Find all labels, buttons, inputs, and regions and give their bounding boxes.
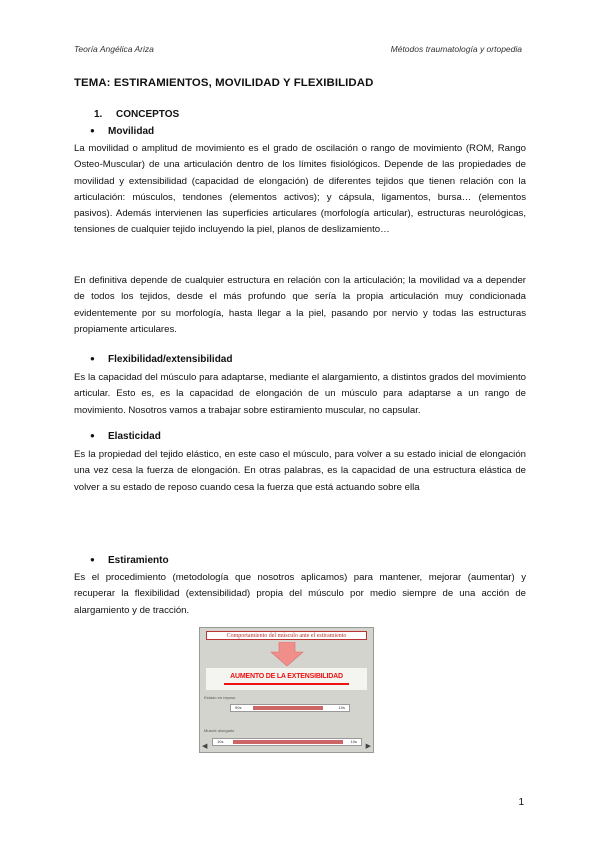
paragraph-estiramiento: Es el procedimiento (metodología que nosotros aplicamos) para mantener, mejorar (aumentar) y recuperar la flexibilidad (extensibilidad) propia del músculo por medio siempre de una acción de alargamiento y de tracción. <box>74 572 526 616</box>
figure-row2-bar <box>212 738 362 746</box>
header-right: Métodos traumatología y ortopedia <box>390 44 522 54</box>
paragraph-movilidad-1: La movilidad o amplitud de movimiento es el grado de oscilación o rango de movimiento (ROM, Rango Osteo-Muscular) de una articulación dentro de los límites fisiológicos. Depende de las propiedades de movilidad y extensibilidad (capacidad de elongación) de diferentes tejidos que tienen relación con la articulación: músculos, tendones (elementos activos); y cápsula, ligamentos, bursa… (elementos pasivos). Además intervienen las superficies articulares (morfología articular), estructuras neurológicas, tensiones de cualquier tejido incluyendo la piel, planos de deslizamiento… <box>74 143 526 236</box>
bullet-dot-icon: ● <box>90 431 95 440</box>
bullet-elasticidad <box>90 431 161 442</box>
bullet-label: Movilidad <box>108 126 155 137</box>
section-number: 1. <box>94 109 103 120</box>
bullet-estiramiento <box>90 555 169 566</box>
paragraph-elasticidad: Es la propiedad del tejido elástico, en este caso el músculo, para volver a su estado inicial de elongación una vez cesa la fuerza de elongación. En otras palabras, es la capacidad de una estructura elástica de volver a su estado de reposo cuando cesa la fuerza que está actuando sobre ella <box>74 449 526 493</box>
bullet-flexibilidad <box>90 354 232 365</box>
stretch-figure <box>199 627 374 753</box>
next-arrow-icon: ▶ <box>365 743 371 750</box>
section-label: CONCEPTOS <box>116 109 180 120</box>
row1-left-value: 90s <box>235 705 242 710</box>
figure-banner <box>206 668 367 690</box>
row2-left-value: 10s <box>217 739 224 744</box>
figure-caption: Comportamiento del músculo ante el estiramiento <box>206 631 367 640</box>
prev-arrow-icon: ◀ <box>202 743 208 750</box>
down-arrow-icon <box>269 642 305 666</box>
figure-row2-label: Muscle alongado <box>204 728 235 733</box>
bullet-label: Flexibilidad/extensibilidad <box>108 354 233 365</box>
document-title: TEMA: ESTIRAMIENTOS, MOVILIDAD Y FLEXIBILIDAD <box>74 77 374 89</box>
row2-right-value: 10s <box>350 739 357 744</box>
header-left: Teoría Angélica Ariza <box>74 44 154 54</box>
bullet-dot-icon: ● <box>90 555 95 564</box>
bullet-label: Elasticidad <box>108 431 161 442</box>
paragraph-movilidad-2: En definitiva depende de cualquier estructura en relación con la articulación; la movilidad va a depender de todos los tejidos, desde el más profundo que sería la propia articulación muy condicionada evidentemente por su morfología, hasta llegar a la piel, pasando por nervio y todas las estructuras propiamente articulares. <box>74 275 526 335</box>
bullet-movilidad <box>90 126 154 137</box>
paragraph-flexibilidad: Es la capacidad del músculo para adaptarse, mediante el alargamiento, a distintos grados del movimiento articular. Esto es, es la capacidad de elongación de un músculo para adaptarse a un rango de movimiento. Nosotros vamos a trabajar sobre estiramiento muscular, no capsular. <box>74 372 526 416</box>
figure-row1-label: Estado en reposo <box>204 695 236 700</box>
row1-right-value: 10s <box>338 705 345 710</box>
figure-banner-text: AUMENTO DE LA EXTENSIBILIDAD <box>230 673 343 680</box>
bullet-dot-icon: ● <box>90 126 95 135</box>
figure-row1-bar <box>230 704 350 712</box>
page-number: 1 <box>518 797 524 808</box>
bullet-dot-icon: ● <box>90 354 95 363</box>
banner-underline <box>224 683 349 685</box>
row2-muscle-fill <box>233 740 343 744</box>
bullet-label: Estiramiento <box>108 555 169 566</box>
section-heading <box>94 109 179 120</box>
row1-muscle-fill <box>253 706 323 710</box>
